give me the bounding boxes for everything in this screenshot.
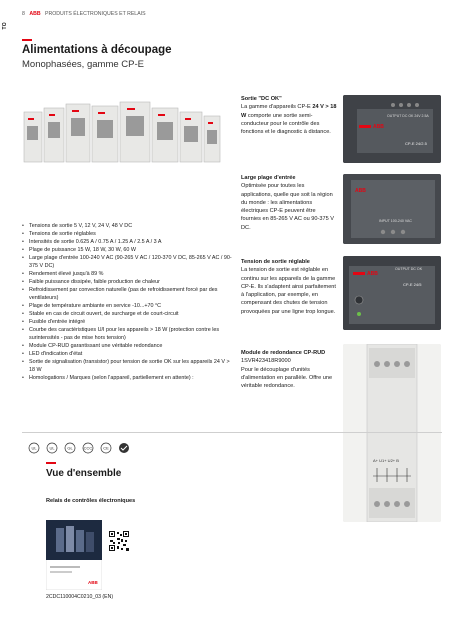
- svg-text:UL: UL: [49, 445, 55, 451]
- list-item: • Faible puissance dissipée, faible production de chaleur: [22, 278, 232, 286]
- adjust-image-text: OUTPUT DC OK: [395, 267, 423, 271]
- side-tab: TO: [2, 22, 8, 30]
- dc-ok-text-b: comporte une sortie semi-conducteur pour le contrôle des fonctions et le diagnostic à distance.: [241, 112, 331, 136]
- list-item: • Plage de température ambiante en service -10...+70 °C: [22, 302, 232, 310]
- list-item: • Courbe des caractéristiques U/I pour les appareils > 18 W (protection contre les surintensités - pas de mise hors tension): [22, 326, 232, 342]
- input-range-description: [241, 174, 337, 232]
- list-item: • Module CP-RUD garantissant une véritable redondance: [22, 342, 232, 350]
- list-item: • Large plage d'entrée 100-240 V AC (90-265 V AC / 120-370 V DC, 85-265 V AC / 90-375 V DC): [22, 254, 232, 270]
- dc-ok-bold: 24 V > 18 W: [241, 104, 337, 119]
- list-item: • Rendement élevé jusqu'à 89 %: [22, 270, 232, 278]
- page-number: 8: [22, 11, 25, 17]
- title-accent-bar: [22, 39, 32, 41]
- list-item: • Stable en cas de circuit ouvert, de surcharge et de court-circuit: [22, 310, 232, 318]
- dc-ok-image-brand: ABB: [373, 124, 384, 130]
- dc-ok-image: [343, 95, 441, 163]
- list-item: • Tensions de sortie 5 V, 12 V, 24 V, 48 V DC: [22, 222, 232, 230]
- svg-text:UL: UL: [31, 445, 37, 451]
- list-item: • LED d'indication d'état: [22, 350, 232, 358]
- page-header: [22, 11, 146, 17]
- list-item: • Intensités de sortie 0.625 A / 0.75 A / 1.25 A / 2.5 A / 3 A: [22, 238, 232, 246]
- list-item: • Tensions de sortie réglables: [22, 230, 232, 238]
- svg-text:CCC: CCC: [83, 445, 93, 451]
- dc-ok-image-model: CP-E 24/2.5: [405, 141, 427, 146]
- list-item: • Sortie de signalisation (transistor) pour tension de sortie OK sur les appareils 24 V > 18 W: [22, 358, 232, 374]
- document-code: 2CDC110004C0210_03 (EN): [46, 594, 114, 600]
- overview-subtitle: Relais de contrôles électroniques: [46, 498, 136, 504]
- section-title: PRODUITS ÉLECTRONIQUES ET RELAIS: [45, 11, 146, 17]
- page-subtitle: Monophasées, gamme CP-E: [22, 59, 144, 70]
- adjust-image-model: CP-E 24/5: [403, 282, 422, 287]
- list-item: • Homologations / Marques (selon l'appareil, partiellement en attente) :: [22, 374, 232, 382]
- brochure-logo: ABB: [88, 580, 98, 585]
- dc-ok-heading: Sortie "DC OK": [241, 96, 282, 102]
- redundancy-description: [241, 349, 337, 390]
- product-family-image: [22, 98, 222, 168]
- svg-text:CE: CE: [103, 445, 109, 451]
- adjust-image-brand: ABB: [367, 271, 378, 277]
- input-text: Optimisée pour toutes les applications, quelle que soit la région du monde : les alimentations électriques CP-E peuvent être fournies en 85-265 V AC ou 90-375 V DC.: [241, 183, 334, 231]
- brochure-cover-image: [46, 520, 102, 590]
- input-image: [343, 174, 441, 244]
- adjust-image: [343, 256, 441, 330]
- adjust-text: La tension de sortie est réglable en continu sur les appareils de la gamme CP-E. Ils s'adaptent ainsi parfaitement à l'application, par exemple, en compensant des chutes de tension provoquées par une ligne trop longue.: [241, 267, 336, 315]
- input-image-text: INPUT 100-240 VAC: [379, 219, 413, 223]
- list-item: • Refroidissement par convection naturelle (pas de refroidissement forcé par des ventilateurs): [22, 286, 232, 302]
- redundancy-text: Pour le découplage d'unités d'alimentation en parallèle. Offre une véritable redondance.: [241, 366, 333, 390]
- dc-ok-description: [241, 95, 337, 136]
- adjust-description: [241, 258, 337, 316]
- qr-code-image: [108, 530, 130, 552]
- input-image-brand: ABB: [355, 188, 366, 194]
- adjust-heading: Tension de sortie réglable: [241, 259, 310, 265]
- overview-title: Vue d'ensemble: [46, 468, 122, 479]
- dc-ok-text-a: La gamme d'appareils CP-E: [241, 104, 313, 111]
- list-item: • Plage de puissance 15 W, 18 W, 30 W, 60 W: [22, 246, 232, 254]
- feature-list: [22, 222, 232, 382]
- divider: [22, 432, 442, 433]
- redundancy-module-image: [343, 344, 441, 522]
- list-item: • Fusible d'entrée intégré: [22, 318, 232, 326]
- redundancy-heading: Module de redondance CP-RUD: [241, 350, 326, 356]
- redundancy-code: 1SVR423418R9000: [241, 358, 291, 365]
- abb-logo: ABB: [29, 11, 41, 17]
- overview-accent-bar: [46, 462, 56, 464]
- rud-image-text: A+ U1+ U2+ B: [373, 458, 399, 463]
- page-title: Alimentations à découpage: [22, 44, 172, 56]
- svg-text:GL: GL: [67, 445, 73, 451]
- dc-ok-image-text: OUTPUT DC OK 24V 2.5A: [387, 114, 429, 118]
- certification-marks: [28, 442, 148, 454]
- input-heading: Large plage d'entrée: [241, 175, 296, 181]
